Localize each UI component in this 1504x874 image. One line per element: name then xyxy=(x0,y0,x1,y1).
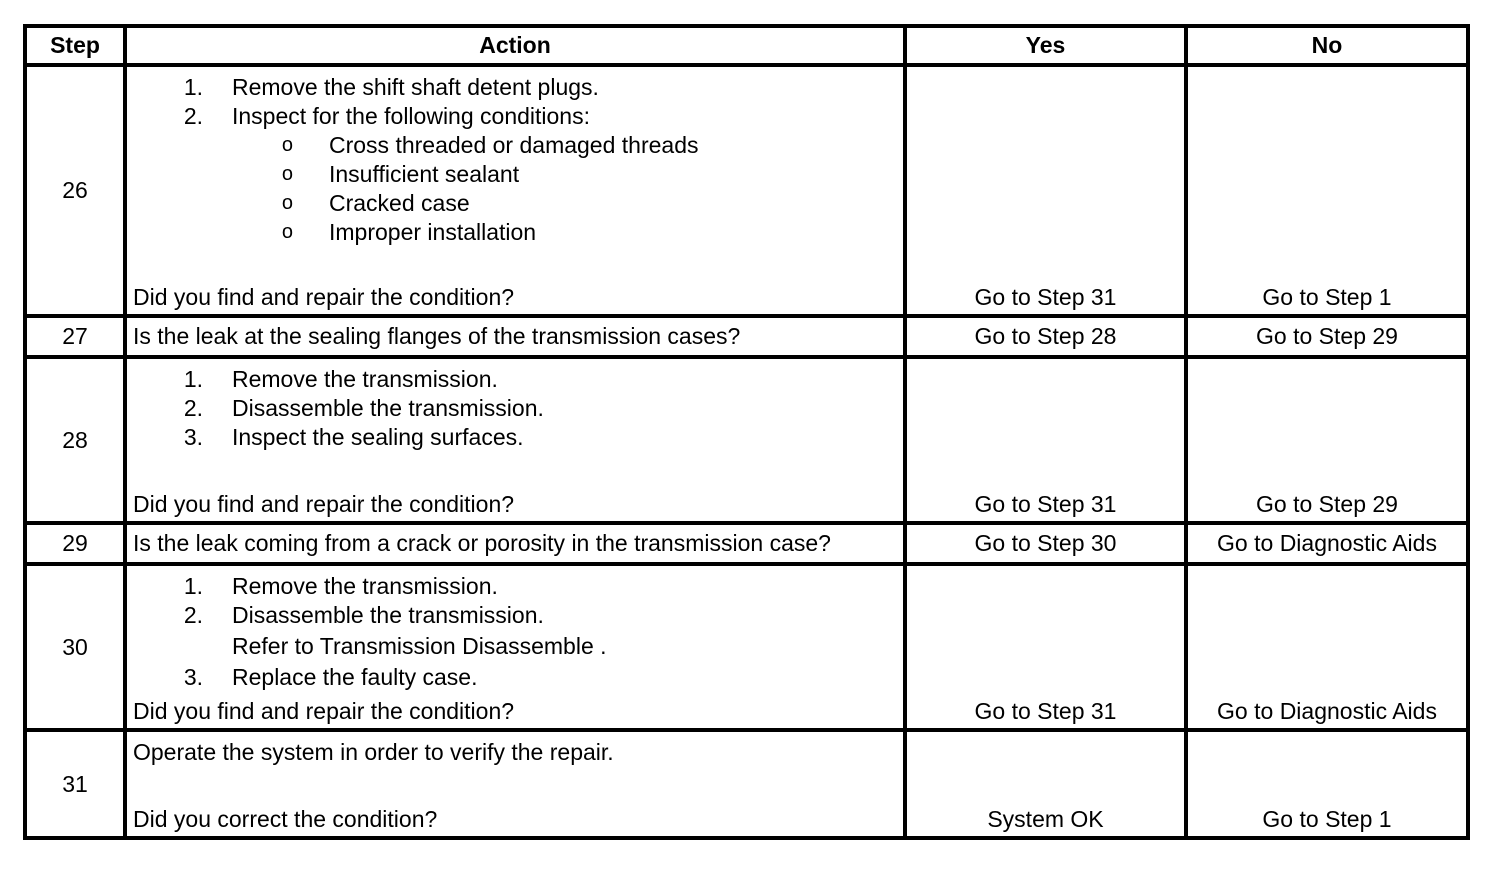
table-row xyxy=(25,316,1468,357)
item-text: Cracked case xyxy=(329,190,470,216)
header-row xyxy=(25,26,1468,65)
action-cell xyxy=(125,65,905,316)
yes-cell xyxy=(905,65,1186,316)
table-row xyxy=(25,65,1468,316)
action-cell xyxy=(125,730,905,838)
sub-list-item xyxy=(127,160,903,189)
item-number: 1. xyxy=(183,573,203,599)
yes-cell xyxy=(905,357,1186,523)
table-row xyxy=(25,357,1468,523)
item-text: Improper installation xyxy=(329,219,537,245)
no-result: Go to Step 29 xyxy=(1256,491,1398,517)
list-item xyxy=(127,102,903,131)
step-number: 31 xyxy=(25,730,125,838)
list-item xyxy=(127,73,903,102)
list-item xyxy=(127,423,903,452)
question-text: Did you correct the condition? xyxy=(133,806,438,832)
table-row xyxy=(25,730,1468,838)
no-result: Go to Step 1 xyxy=(1262,806,1392,832)
no-result: Go to Step 29 xyxy=(1186,316,1468,357)
action-list xyxy=(127,359,903,452)
item-text: Remove the transmission. xyxy=(232,573,498,599)
item-number: 3. xyxy=(183,424,203,450)
no-cell xyxy=(1186,730,1468,838)
action-cell xyxy=(125,564,905,730)
yes-cell xyxy=(905,564,1186,730)
item-number: 3. xyxy=(183,664,203,690)
header-step: Step xyxy=(25,26,125,65)
no-cell xyxy=(1186,564,1468,730)
reference-note: Refer to Transmission Disassemble . xyxy=(232,633,607,659)
item-number: 2. xyxy=(183,602,203,628)
step-number: 29 xyxy=(25,523,125,564)
step-number: 28 xyxy=(25,357,125,523)
item-text: Cross threaded or damaged threads xyxy=(329,132,699,158)
item-text: Remove the transmission. xyxy=(232,366,498,392)
yes-cell xyxy=(905,730,1186,838)
yes-result: Go to Step 30 xyxy=(905,523,1186,564)
sub-list-item xyxy=(127,131,903,160)
question-text: Did you find and repair the condition? xyxy=(133,491,515,517)
item-text: Disassemble the transmission. xyxy=(232,395,544,421)
no-cell xyxy=(1186,357,1468,523)
bullet-icon: o xyxy=(281,134,293,156)
step-number: 30 xyxy=(25,564,125,730)
sub-list-item xyxy=(127,218,903,247)
yes-result: Go to Step 31 xyxy=(974,698,1117,724)
header-action: Action xyxy=(125,26,905,65)
bullet-icon: o xyxy=(281,192,293,214)
table-row xyxy=(25,564,1468,730)
question-text: Did you find and repair the condition? xyxy=(133,284,515,310)
item-number: 1. xyxy=(183,366,203,392)
list-item xyxy=(127,572,903,601)
step-number: 26 xyxy=(25,65,125,316)
action-cell xyxy=(125,357,905,523)
no-cell xyxy=(1186,65,1468,316)
statement-text: Operate the system in order to verify the repair. xyxy=(133,739,614,765)
item-text: Inspect for the following conditions: xyxy=(232,103,590,129)
sub-list-item xyxy=(127,189,903,218)
no-result: Go to Diagnostic Aids xyxy=(1217,698,1437,724)
yes-result: Go to Step 28 xyxy=(905,316,1186,357)
list-item xyxy=(127,663,903,692)
yes-result: System OK xyxy=(987,806,1104,832)
yes-result: Go to Step 31 xyxy=(974,284,1117,310)
header-yes: Yes xyxy=(905,26,1186,65)
action-list xyxy=(127,67,903,247)
no-result: Go to Diagnostic Aids xyxy=(1186,523,1468,564)
bullet-icon: o xyxy=(281,163,293,185)
table-row xyxy=(25,523,1468,564)
list-item xyxy=(127,601,903,630)
item-number: 2. xyxy=(183,103,203,129)
no-result: Go to Step 1 xyxy=(1262,284,1392,310)
item-text: Disassemble the transmission. xyxy=(232,602,544,628)
item-number: 1. xyxy=(183,74,203,100)
question-text: Did you find and repair the condition? xyxy=(133,698,515,724)
item-text: Replace the faulty case. xyxy=(232,664,478,690)
list-item xyxy=(127,365,903,394)
list-item xyxy=(127,394,903,423)
item-number: 2. xyxy=(183,395,203,421)
question-text: Is the leak coming from a crack or porosity in the transmission case? xyxy=(125,523,905,564)
item-text: Insufficient sealant xyxy=(329,161,520,187)
step-number: 27 xyxy=(25,316,125,357)
header-no: No xyxy=(1186,26,1468,65)
item-text: Remove the shift shaft detent plugs. xyxy=(232,74,599,100)
question-text: Is the leak at the sealing flanges of the transmission cases? xyxy=(125,316,905,357)
action-list xyxy=(127,566,903,692)
yes-result: Go to Step 31 xyxy=(974,491,1117,517)
item-text: Inspect the sealing surfaces. xyxy=(232,424,524,450)
diagnostic-table xyxy=(23,24,1470,840)
bullet-icon: o xyxy=(281,221,293,243)
